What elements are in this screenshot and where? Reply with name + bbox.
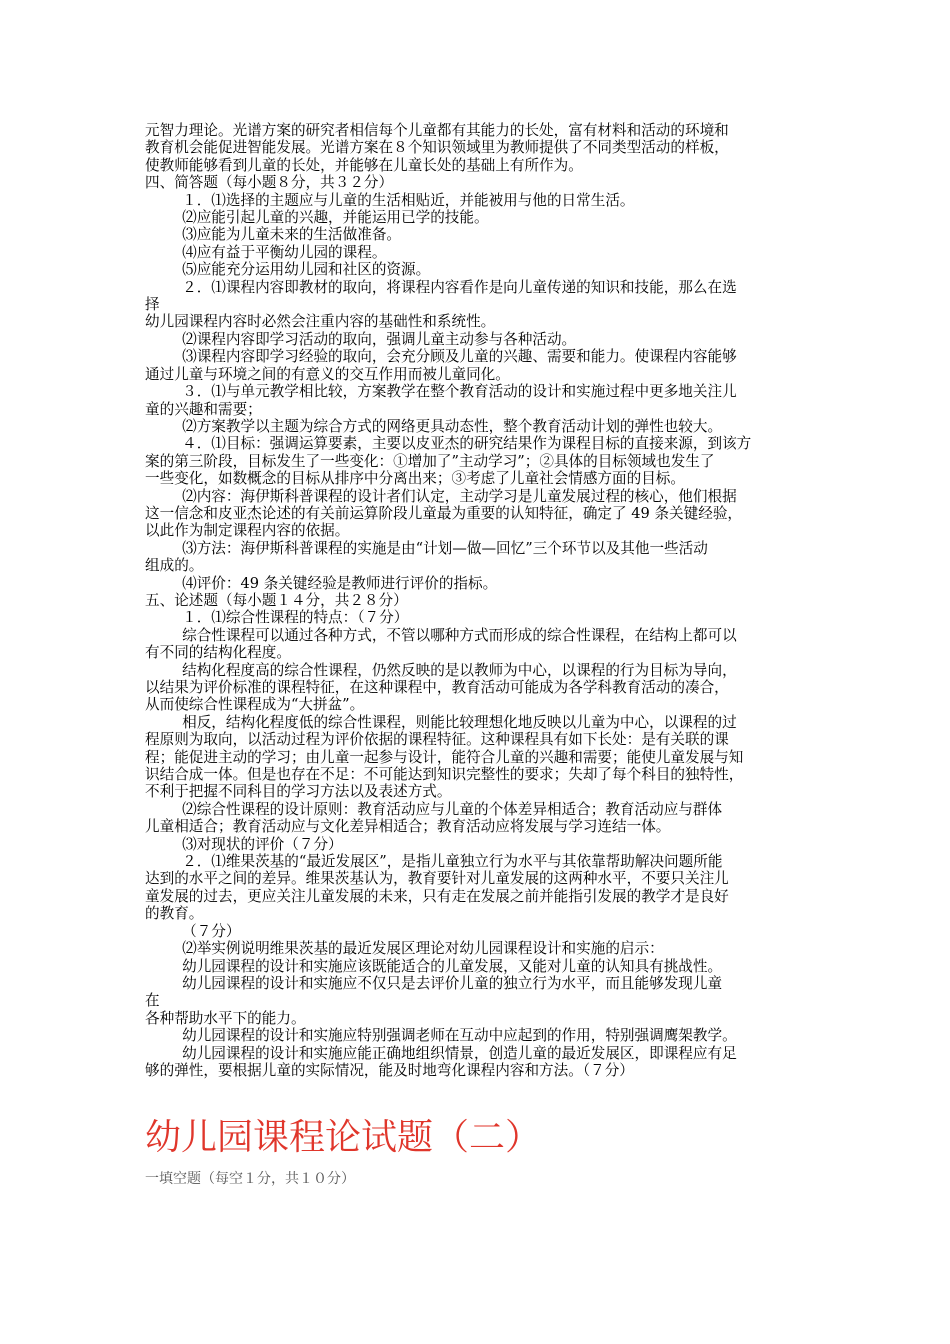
text-line: 够的弹性，要根据儿童的实际情况，能及时地弯化课程内容和方法。（７分） (145, 1061, 634, 1079)
text-line: ⑸应能充分运用幼儿园和社区的资源。 (145, 261, 431, 279)
text-line: ⑶课程内容即学习经验的取向，会充分顾及儿童的兴趣、需要和能力。使课程内容能够 (145, 348, 737, 366)
text-line: ⑵内容：海伊斯科普课程的设计者们认定，主动学习是儿童发展过程的核心，他们根据 (145, 487, 737, 505)
text-line: 从而使综合性课程成为“大拼盆”。 (145, 696, 365, 714)
text-line: 以此作为制定课程内容的依据。 (145, 522, 350, 540)
text-line: 通过儿童与环境之间的有意义的交互作用而被儿童同化。 (145, 365, 510, 383)
section-subtitle: 一填空题（每空１分，共１０分） (145, 1171, 355, 1187)
text-line: 程；能促进主动的学习；由儿童一起参与设计，能符合儿童的兴趣和需要；能使儿童发展与知 (145, 748, 744, 766)
text-line: ３．⑴与单元教学相比较，方案教学在整个教育活动的设计和实施过程中更多地关注儿 (145, 383, 737, 401)
text-line: ⑶应能为儿童未来的生活做准备。 (145, 226, 402, 244)
text-line: 达到的水平之间的差异。维果茨基认为，教育要针对儿童发展的这两种水平，不要只关注儿 (145, 870, 729, 888)
text-line: 四、简答题（每小题８分，共３２分） (145, 174, 394, 192)
text-line: 元智力理论。光谱方案的研究者相信每个儿童都有其能力的长处，富有材料和活动的环境和 (145, 122, 729, 139)
text-line: 识结合成一体。但是也存在不足：不可能达到知识完整性的要求；失却了每个科目的独特性， (145, 766, 744, 784)
text-line: 结构化程度高的综合性课程，仍然反映的是以教师为中心，以课程的行为目标为导向， (145, 661, 737, 679)
document-body (145, 122, 815, 1079)
text-line: 幼儿园课程的设计和实施应该既能适合的儿童发展，又能对儿童的认知具有挑战性。 (145, 957, 723, 975)
text-line: 教育机会能促进智能发展。光谱方案在８个知识领域里为教师提供了不同类型活动的样板， (145, 139, 729, 157)
text-line: （７分） (145, 922, 241, 940)
text-line: 各种帮助水平下的能力。 (145, 1009, 306, 1027)
text-line: 综合性课程可以通过各种方式，不管以哪种方式而形成的综合性课程，在结构上都可以 (145, 626, 737, 644)
text-line: ⑵应能引起儿童的兴趣，并能运用已学的技能。 (145, 209, 489, 227)
text-line: 不利于把握不同科目的学习方法以及表述方式。 (145, 783, 452, 801)
text-line: 的教育。 (145, 905, 204, 923)
text-line: 组成的。 (145, 557, 204, 575)
text-line: 案的第三阶段，目标发生了一些变化：①增加了”主动学习”；②具体的目标领域也发生了 (145, 452, 715, 470)
text-line: 幼儿园课程的设计和实施应不仅只是去评价儿童的独立行为水平，而且能够发现儿童 (145, 974, 723, 992)
text-line: 有不同的结构化程度。 (145, 644, 291, 662)
text-line: ⑵方案教学以主题为综合方式的网络更具动态性，整个教育活动计划的弹性也较大。 (145, 417, 723, 435)
text-line: 幼儿园课程内容时必然会注重内容的基础性和系统性。 (145, 313, 496, 331)
text-line: ４．⑴目标：强调运算要素，主要以皮亚杰的研究结果作为课程目标的直接来源，到该方 (145, 435, 752, 453)
text-line: ⑷评价：49 条关键经验是教师进行评价的指标。 (145, 574, 498, 592)
text-line: ⑷应有益于平衡幼儿园的课程。 (145, 243, 387, 261)
text-line: ２．⑴维果茨基的“最近发展区”，是指儿童独立行为水平与其依靠帮助解决问题所能 (145, 853, 723, 871)
text-line: 童的兴趣和需要； (145, 400, 262, 418)
text-line: １．⑴综合性课程的特点：（７分） (145, 609, 409, 627)
text-line: 五、论述题（每小题１４分，共２８分） (145, 591, 408, 609)
text-line: 幼儿园课程的设计和实施应能正确地组织情景，创造儿童的最近发展区，即课程应有足 (145, 1044, 737, 1062)
text-line: 择 (145, 296, 160, 314)
text-line: 程原则为取向，以活动过程为评价依据的课程特征。这种课程具有如下长处：是有关联的课 (145, 731, 729, 749)
text-line: 相反，结构化程度低的综合性课程，则能比较理想化地反映以儿童为中心，以课程的过 (145, 713, 737, 731)
text-line: ⑶对现状的评价（７分） (145, 835, 343, 853)
text-line: 幼儿园课程的设计和实施应特别强调老师在互动中应起到的作用，特别强调鹰架教学。 (145, 1027, 737, 1045)
text-line: 童发展的过去，更应关注儿童发展的未来，只有走在发展之前并能指引发展的教学才是良好 (145, 887, 729, 905)
text-line: ⑵举实例说明维果茨基的最近发展区理论对幼儿园课程设计和实施的启示： (145, 940, 664, 958)
text-line: 使教师能够看到儿童的长处，并能够在儿童长处的基础上有所作为。 (145, 156, 583, 174)
text-line: ⑶方法：海伊斯科普课程的实施是由“计划—做—回忆”三个环节以及其他一些活动 (145, 539, 708, 557)
text-line: 以结果为评价标准的课程特征，在这种课程中，教育活动可能成为各学科教育活动的凑合， (145, 679, 729, 696)
text-line: 儿童相适合；教育活动应与文化差异相适合；教育活动应将发展与学习连结一体。 (145, 818, 671, 836)
text-line: 在 (145, 992, 160, 1010)
text-line: １．⑴选择的主题应与儿童的生活相贴近，并能被用与他的日常生活。 (145, 191, 635, 209)
section-title: 幼儿园课程论试题（二） (145, 1117, 542, 1158)
text-line: 一些变化，如数概念的目标从排序中分离出来；③考虑了儿童社会情感方面的目标。 (145, 470, 685, 488)
text-line: ⑵课程内容即学习活动的取向，强调儿童主动参与各种活动。 (145, 330, 577, 348)
text-line: ２．⑴课程内容即教材的取向，将课程内容看作是向儿童传递的知识和技能，那么在选 (145, 278, 737, 296)
text-line: ⑵综合性课程的设计原则：教育活动应与儿童的个体差异相适合；教育活动应与群体 (145, 800, 723, 818)
text-line: 这一信念和皮亚杰论述的有关前运算阶段儿童最为重要的认知特征，确定了 49 条关键经验， (145, 504, 743, 522)
